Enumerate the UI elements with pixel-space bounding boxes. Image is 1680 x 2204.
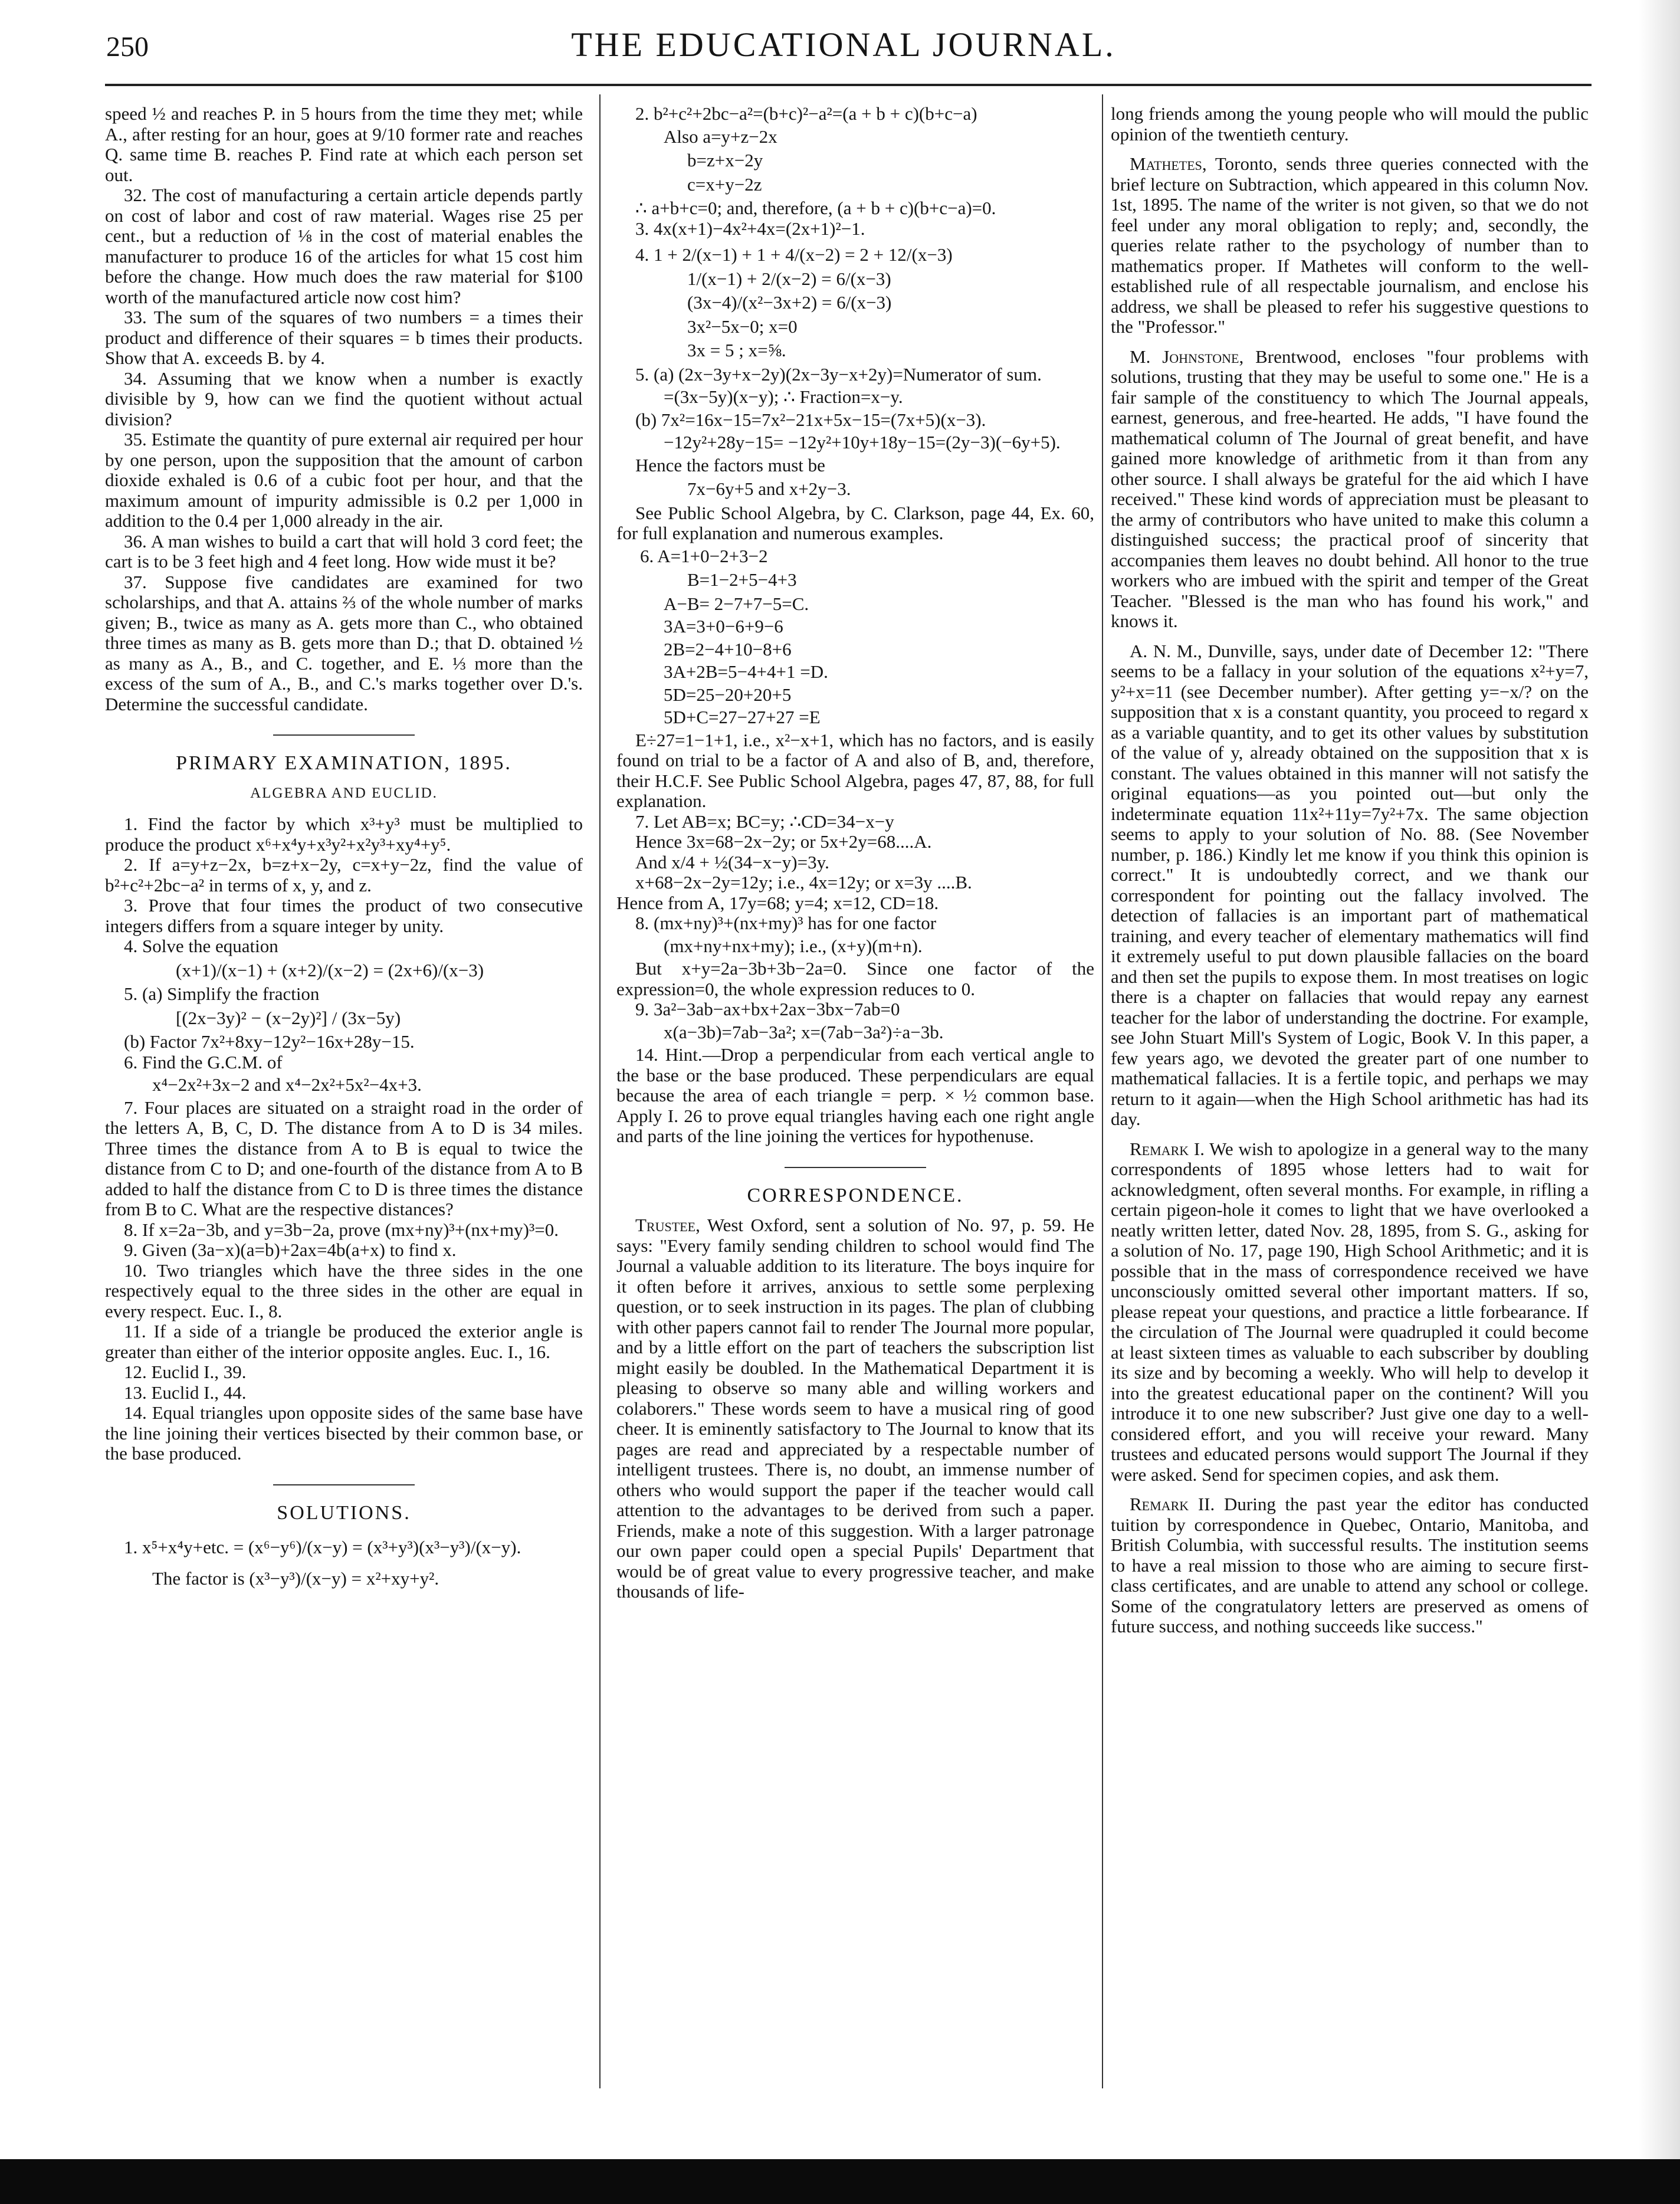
equation: (x+1)/(x−1) + (x+2)/(x−2) = (2x+6)/(x−3)	[176, 959, 484, 980]
equation: 1/(x−1) + 2/(x−2) = 6/(x−3)	[687, 268, 891, 289]
correspondent-name: M. Johnstone	[1130, 346, 1239, 367]
solution-7: 7. Let AB=x; BC=y; ∴CD=34−x−y	[635, 811, 894, 832]
exam-question-3: 3. Prove that four times the product of two consecutive integers differs from a square integer by unity.	[105, 895, 583, 936]
section-heading-solutions: SOLUTIONS.	[277, 1501, 411, 1524]
remark-two	[1111, 1494, 1589, 1637]
remark-text: During the past year the editor has conducted tuition by correspondence in Quebec, Ontario, Manitoba, and British Columbia, with successful results. The institution seems to have a real mission to those who are aiming to secure first-class certificates, and are unable to attend any school or college. Some of the congratulatory letters are preserved as omens of future success, and nothing succeeds like success."	[1111, 1494, 1589, 1636]
letter-text: , Brentwood, encloses "four problems with solutions, trusting that they may be useful to some one." He is a fair sample of the constituency to which The Journal appeals, earnest, generous, and free-hearted. He adds, "I have found the mathematical column of The Journal of great benefit, and have gained more knowledge of arithmetic from it than from any other source. I shall always be grateful for the aid which I have received." These kind words of appreciation must be pleasant to the army of contributors who have united to make this column a distinguished success; the practical proof of sincerity that accompanies them leaves no doubt behind. All honor to the true workers who are imbued with the spirit and temper of the Great Teacher. "Blessed is the man who has found his work," and knows it.	[1111, 346, 1589, 631]
problem-33: 33. The sum of the squares of two numbers = a times their product and difference of their squares = b times their products. Show that A. exceeds B. by 4.	[105, 307, 583, 368]
exam-question-9: 9. Given (3a−x)(a=b)+2ax=4b(a+x) to find x.	[124, 1239, 457, 1260]
solution-3: 3. 4x(x+1)−4x²+4x=(2x+1)²−1.	[635, 218, 865, 239]
letter-text: , Toronto, sends three queries connected with the brief lecture on Subtraction, which appeared in this column Nov. 1st, 1895. The name of the writer is not given, so that we do not feel under any moral obligation to reply; and, secondly, the queries relate rather to the psychology of number than to mathematics proper. If Mathetes will conform to the well-established rule of all respectable journalism, and enclose his address, we shall be pleased to refer his suggestive questions to the "Professor."	[1111, 153, 1589, 337]
equation: 3x = 5 ; x=⅝.	[687, 340, 786, 360]
correspondent-name: Trustee	[635, 1215, 696, 1235]
remark-text: We wish to apologize in a general way to the many correspondents of 1895 whose letters had to wait for acknowledgment, often several months. For example, in rifling a certain pigeon-hole it comes to light that we have overlooked a neatly written letter, dated Nov. 28, 1895, from S. G., asking for a solution of No. 17, page 190, High School Arithmetic; and it is possible that in the mass of correspondence received we have unconsciously omitted several other important matters. If so, please repeat your questions, and practice a little forbearance. If the circulation of The Journal were quadrupled it could become at least sixteen times as valuable to each subscriber by doubling its size and by becoming a weekly. Who will help to develop it into the greatest educational paper on the continent? Will you introduce it to one new subscriber? Just give one day to a well-considered effort, and you will receive your reward. Many trustees and educated persons would support The Journal if they were asked. Send for specimen copies, and ask them.	[1111, 1138, 1589, 1485]
column-middle	[616, 104, 1094, 1602]
letter-johnstone	[1111, 347, 1589, 632]
letter-anm: A. N. M., Dunville, says, under date of December 12: "There seems to be a fallacy in your solution of the equations x²+y=7, y²+x=11 (see December number). After getting y=−x/? on the supposition that x is a constant quantity, you proceed to regard x as a variable quantity, and to get its other values by substitution of the value of y, already obtained on the supposition that x is constant. The values obtained in this manner will not satisfy the original equations—as you pointed out—but only the indeterminate equation 11x²+11y=7y²+7x. The same objection seems to apply to your solution of No. 88. (See November number, p. 186.) Kindly let me know if you think this opinion is correct." It is undoubtedly correct, and we thank our correspondent for pointing out the fallacy involved. The detection of fallacies is an important part of mathematical training, and every teacher of elementary mathematics will find it extremely useful to put down plausible fallacies on the board and then set the pupils to expose them. In most treatises on logic there is a chapter on fallacies that would repay any earnest teacher for the labor of understanding the doctrine. For example, see John Stuart Mill's System of Logic, Book V. In this paper, a few years ago, we devoted the greater part of one number to mathematical fallacies. It is a fertile topic, and perhaps we may return to it again—when the High School arithmetic has had its day.	[1111, 640, 1589, 1129]
equation: 7x−6y+5 and x+2y−3.	[687, 478, 851, 499]
remark-one	[1111, 1139, 1589, 1485]
solution-5-text: Hence the factors must be	[635, 454, 825, 475]
scan-bottom-edge	[0, 2159, 1680, 2204]
solution-9: 9. 3a²−3ab−ax+bx+2ax−3bx−7ab=0	[635, 999, 900, 1019]
page-binding-shadow	[1639, 0, 1680, 2159]
problem-continuation: speed ½ and reaches P. in 5 hours from the time they met; while A., after resting for an hour, goes at 9/10 former rate and reaches Q. same time B. reaches P. Find rate at which each person set out.	[105, 103, 583, 185]
equation: [(2x−3y)² − (x−2y)²] / (3x−5y)	[176, 1007, 401, 1028]
exam-question-5b: (b) Factor 7x²+8xy−12y²−16x+28y−15.	[124, 1031, 415, 1052]
solution-7-step: x+68−2x−2y=12y; i.e., 4x=12y; or x=3y ....B.	[635, 872, 972, 893]
solution-4: 4. 1 + 2/(x−1) + 1 + 4/(x−2) = 2 + 12/(x−3)	[635, 244, 953, 265]
exam-question-1: 1. Find the factor by which x³+y³ must be multiplied to produce the product x⁶+x⁴y+x³y²+x²y³+xy⁴+y⁵.	[105, 814, 583, 855]
header-rule	[105, 84, 1592, 86]
solution-2: 2. b²+c²+2bc−a²=(b+c)²−a²=(a + b + c)(b+c−a)	[635, 103, 977, 124]
equation: b=z+x−2y	[687, 150, 763, 170]
section-heading-correspondence: CORRESPONDENCE.	[747, 1184, 964, 1206]
section-subheading: ALGEBRA AND EUCLID.	[250, 785, 438, 801]
equation: (3x−4)/(x²−3x+2) = 6/(x−3)	[687, 292, 892, 313]
equation: A−B= 2−7+7−5=C.	[664, 593, 809, 614]
page-number: 250	[106, 31, 149, 63]
exam-question-5a: 5. (a) Simplify the fraction	[124, 983, 320, 1004]
exam-question-2: 2. If a=y+z−2x, b=z+x−2y, c=x+y−2z, find the value of b²+c²+2bc−a² in terms of x, y, and z.	[105, 854, 583, 896]
exam-question-7: 7. Four places are situated on a straight road in the order of the letters A, B, C, D. The distance from A to D is 34 miles. Three times the distance from A to B is equal to twice the distance from C to D; and one-fourth of the distance from A to B added to half the distance from C to D is three times the distance from B to C. What are the respective distances?	[105, 1097, 583, 1219]
letter-continuation: long friends among the young people who will mould the public opinion of the twentieth century.	[1111, 103, 1589, 145]
section-rule	[785, 1167, 926, 1168]
exam-question-11: 11. If a side of a triangle be produced the exterior angle is greater than either of the interior opposite angles. Euc. I., 16.	[105, 1321, 583, 1362]
column-left	[105, 104, 583, 1591]
problem-37: 37. Suppose five candidates are examined for two scholarships, and that A. attains ⅔ of the whole number of marks given; B., twice as many as A. gets more than C., who obtained three times as many as B. gets more than D.; that D. obtained ½ as many as A., B., and C. together, and E. ⅓ more than the excess of the sum of A., B., and C.'s marks together over D.'s. Determine the successful candidate.	[105, 571, 583, 714]
equation: −12y²+28y−15= −12y²+10y+18y−15=(2y−3)(−6y+5).	[664, 432, 1061, 452]
problem-35: 35. Estimate the quantity of pure external air required per hour by one person, upon the supposition that the amount of carbon dioxide exhaled is 0.6 of a cubic foot per hour, and that the maximum amount of impurity admissible is 0.2 per 1,000 in addition to the 0.4 per 1,000 already in the air.	[105, 429, 583, 531]
equation: x(a−3b)=7ab−3a²; x=(7ab−3a²)÷a−3b.	[664, 1021, 944, 1042]
exam-question-4: 4. Solve the equation	[124, 936, 278, 956]
solution-2-conclusion: ∴ a+b+c=0; and, therefore, (a + b + c)(b+c−a)=0.	[635, 198, 996, 218]
exam-question-12: 12. Euclid I., 39.	[124, 1362, 247, 1382]
solution-8-conclusion: But x+y=2a−3b+3b−2a=0. Since one factor of the expression=0, the whole expression reduces to 0.	[616, 958, 1094, 999]
equation: 3A+2B=5−4+4+1 =D.	[664, 661, 828, 682]
equation: 3x²−5x−0; x=0	[687, 316, 798, 337]
solution-7-step: And x/4 + ½(34−x−y)=3y.	[635, 851, 829, 873]
remark-label: Remark I.	[1130, 1138, 1205, 1159]
section-rule	[273, 1484, 415, 1485]
correspondent-name: Mathetes	[1130, 153, 1202, 174]
equation: x⁴−2x²+3x−2 and x⁴−2x²+5x²−4x+3.	[152, 1074, 422, 1095]
solution-5-reference: See Public School Algebra, by C. Clarkson, page 44, Ex. 60, for full explanation and numerous examples.	[616, 502, 1094, 543]
column-divider	[599, 94, 601, 2088]
journal-title: THE EDUCATIONAL JOURNAL.	[571, 25, 1116, 64]
equation: 2B=2−4+10−8+6	[664, 638, 792, 660]
solution-6-explanation: E÷27=1−1+1, i.e., x²−x+1, which has no factors, and is easily found on trial to be a factor of A and also of B, and, therefore, their H.C.F. See Public School Algebra, pages 47, 87, 88, for full explanation.	[616, 729, 1094, 811]
letter-text: , West Oxford, sent a solution of No. 97, p. 59. He says: "Every family sending children to school would find The Journal a valuable addition to its literature. The boys inquire for it often before it arrives, anxious to settle some perplexing question, or to seek instruction in its pages. The plan of clubbing with other papers cannot fail to render The Journal more popular, and by a little effort on the part of teachers the subscription list might easily be doubled. In the Mathematical Department it is pleasing to observe so many able and willing workers and colaborers." These words seem to have a musical ring of good cheer. It is eminently satisfactory to The Journal to know that its pages are read and appreciated by a respectable number of intelligent trustees. There is, no doubt, an immense number of others who would support the paper if the teacher would call attention to the advantages to be derived from such a paper. Friends, make a note of this suggestion. With a larger patronage our own paper could open a special Pupils' Department that would be of great value to every progressive teacher, and make thousands of life-	[616, 1215, 1094, 1602]
solution-7-result: Hence from A, 17y=68; y=4; x=12, CD=18.	[616, 892, 939, 913]
problem-36: 36. A man wishes to build a cart that will hold 3 cord feet; the cart is to be 3 feet high and 4 feet long. How wide must it be?	[105, 530, 583, 572]
solution-7-step: Hence 3x=68−2x−2y; or 5x+2y=68....A.	[635, 831, 932, 852]
solution-1: 1. x⁵+x⁴y+etc. = (x⁶−y⁶)/(x−y) = (x³+y³)(x³−y³)/(x−y).	[124, 1537, 521, 1557]
remark-label: Remark II.	[1130, 1494, 1215, 1514]
solution-14: 14. Hint.—Drop a perpendicular from each vertical angle to the base or the base produced. These perpendiculars are equal because the area of each triangle = perp. × ½ common base. Apply I. 26 to prove equal triangles having each one right angle and parts of the line joining the vertices for hypothenuse.	[616, 1044, 1094, 1146]
column-right	[1111, 104, 1589, 1637]
solution-5a: 5. (a) (2x−3y+x−2y)(2x−3y−x+2y)=Numerator of sum.	[635, 363, 1042, 385]
column-divider	[1102, 94, 1103, 2088]
section-rule	[273, 734, 415, 736]
exam-question-6: 6. Find the G.C.M. of	[124, 1051, 283, 1073]
equation: Also a=y+z−2x	[664, 126, 777, 147]
equation: (mx+ny+nx+my); i.e., (x+y)(m+n).	[664, 935, 923, 956]
solution-1-factor: The factor is (x³−y³)/(x−y) = x²+xy+y².	[152, 1567, 439, 1589]
solution-5b: (b) 7x²=16x−15=7x²−21x+5x−15=(7x+5)(x−3).	[635, 409, 986, 430]
equation: =(3x−5y)(x−y); ∴ Fraction=x−y.	[664, 386, 903, 407]
letter-trustee	[616, 1215, 1094, 1602]
exam-question-13: 13. Euclid I., 44.	[124, 1382, 247, 1403]
equation: 5D=25−20+20+5	[664, 684, 792, 705]
exam-question-14: 14. Equal triangles upon opposite sides of the same base have the line joining their vertices bisected by their common base, or the base produced.	[105, 1402, 583, 1464]
solution-8: 8. (mx+ny)³+(nx+my)³ has for one factor	[635, 913, 937, 933]
exam-question-10: 10. Two triangles which have the three sides in the one respectively equal to the three sides in the other are equal in every respect. Euc. I., 8.	[105, 1260, 583, 1321]
problem-32: 32. The cost of manufacturing a certain article depends partly on cost of labor and cost of raw material. Wages rise 25 per cent., but a reduction of ⅛ in the cost of material enables the manufacturer to produce 16 of the articles for what 15 cost him before the change. How much does the raw material for $100 worth of the manufactured article now cost him?	[105, 185, 583, 307]
section-heading-exam: PRIMARY EXAMINATION, 1895.	[176, 752, 512, 774]
equation: c=x+y−2z	[687, 173, 762, 195]
equation: 3A=3+0−6+9−6	[664, 616, 783, 637]
solution-6: 6. A=1+0−2+3−2	[640, 545, 768, 566]
equation: B=1−2+5−4+3	[687, 569, 797, 590]
letter-mathetes	[1111, 154, 1589, 337]
equation: 5D+C=27−27+27 =E	[664, 707, 821, 727]
exam-question-8: 8. If x=2a−3b, and y=3b−2a, prove (mx+ny)³+(nx+my)³=0.	[124, 1219, 559, 1240]
problem-34: 34. Assuming that we know when a number is exactly divisible by 9, how can we find the quotient without actual division?	[105, 368, 583, 429]
